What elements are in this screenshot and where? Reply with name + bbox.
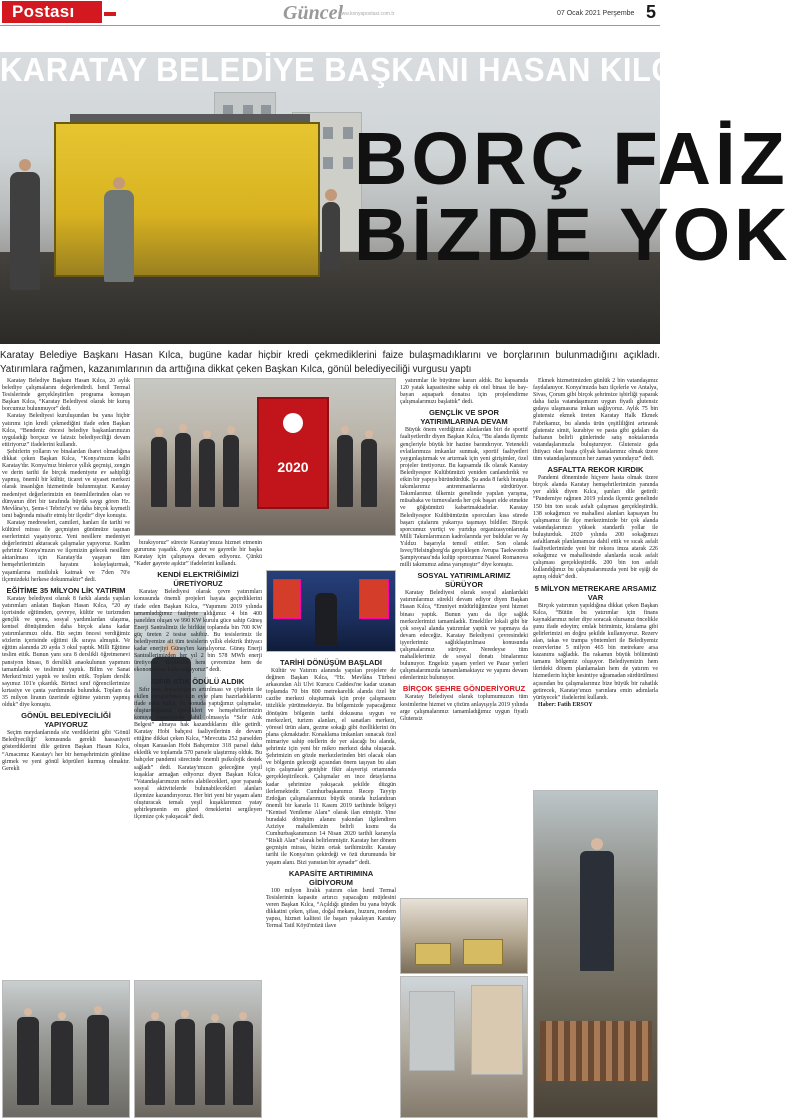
paragraph: bırakıyoruz” sürecte Karatay'ımıza hizmet etmenin gururunu yaşadık. Aynı gurur ve gayretle bir başka Karatay için çalışmaya devam ediyoruz. Çünkü “Kader gayrete aşıktır” ifadelerini kullandı.	[134, 540, 262, 568]
subheading-urban: TARİHİ DÖNÜŞÜM BAŞLADI	[280, 658, 382, 667]
paragraph: Karatay medreseleri, camileri, hanları ile tarihi ve kültürel mirası ile geçmişten günümüze taşınan eserlerimizi yaşatıyoruz. Yeni nesillere medeniyet değerlerimizi aktaracak çalışmalar yapıyoruz. Kadim şehrimiz Konya'mızın ve ilçemizin gelecek nesillere aktarılması için Karatay'da yaşayan tüm hemşehrilerimizin hayatını kolaylaştırmak, yaşamlarına mutluluk katmak ve 7'den 70'e ilçemizdeki herkese dokunmaktır” dedi.	[2, 519, 130, 583]
group-photo	[134, 378, 396, 536]
byline: Haber: Fatih ERSOY	[538, 701, 593, 708]
worker	[10, 172, 40, 290]
paragraph: Sıfır atık duyarlılığının artırılması ve çöplerin ile ekilen ayrıştırılması için eyle planı hazırladıklarını ifade eden Kılca, bu konuda yaptığımız çalışmalar, oluşturduğumuz işbirlikleri ve hemşehrilerimizin konuya hassasiyetle dahil olmasıyla “Sıfır Atık Belgesi” almaya hak kazandıklarını dile getirdi. Karatay Hobi bahçesi faaliyetlerinin de devam ettiğine dikkat çeken Kılca, “Mevcutta 252 parselden oluşan Karaaslan Hobi Bahçemize 318 parsel daha ekledik ve toplamda 570 parsele ulaştırmış olduk. Bu bahçeler pandemi sürecinde önemli psikolojik destek sağladı” dedi. Karatay'ımızın geleceğine yeşil kuşaklar armağan ediyoruz diyen Başkan Kılca, “Vatandaşlarımızın nefes alabilecekleri, spor yaparak sosyal aktivitelerde bulunabilecekleri alanları ilçemize kazandırıyoruz. Her biri yeni bir yaşam alanı oluşturacak temalı yeşil kuşaklarımızı yatay şehirleşmenin en güzel örneklerini sergileyen ilçemize çok yakışacak” dedi.	[134, 686, 262, 821]
bakery-photo	[533, 790, 658, 1118]
market-photo	[400, 898, 528, 974]
subheading-social: SOSYAL YATIRIMLARIMIZ SÜRÜYOR	[417, 571, 511, 590]
event-photo	[266, 570, 396, 652]
municipality-logo	[283, 413, 303, 433]
headline-line-1: BORÇ FAİZ	[354, 117, 789, 200]
person	[199, 439, 215, 507]
paragraph: Birçok yatırımın yapıldığına dikkat çeken Başkan Kılca, “Bütün bu yatırımlar için finans kaynaklarımız neler diye soracak olursanız öncelikle şunu ifade edeyim; emlak birimimiz, kiralama gibi gelirlerimizi en doğru şekilde kullanıyoruz. Rezerv alan, takas ve trampa yöntemleri ile Belediyemiz rezervlerine 5 milyon 465 bin metrekare arsa kazanımı sağladık. Bu rakamın büyük bölümünü tamamı bölgemiz oluşuyor. Belediyemizin hem ilerideki dönem planlamaları hem de yatırım ve hizmetlerin hiçbir kesintiye uğramadan sürdürülmesi açısından bu çalışmalarımız bize büyük bir rahatlık getirecek, Karatay'ımızı yarınlara emin adımlarla yürüyecek” ifadelerini kullandı.	[533, 602, 658, 701]
person	[175, 433, 191, 507]
paragraph: Karatay Belediye Başkanı Hasan Kılca, 20 aylık belediye çalışmalarını değerlendirdi. İsmil Termal Tesislerinde gerçekleştirilen programa konuşan Başkan Kılca, “Karatay Belediyesi olarak bir kuruş borcumuz bulunmuyor” dedi.	[2, 378, 130, 413]
newspaper-logo[interactable]: Postası	[2, 1, 102, 23]
main-headline: KARATAY BELEDİYE BAŞKANI HASAN KILCA	[0, 50, 698, 89]
issue-date: 07 Ocak 2021 Perşembe	[557, 10, 635, 17]
article-column-3	[266, 656, 396, 1118]
article-column-4	[400, 378, 528, 896]
paragraph: Seçim meydanlarında söz verdiklerini gibi ‘Gönül Belediyeciliği’ konusunda gerekli hassasiyeti gösterdiklerini dile getiren Başkan Hasan Kılca, “Amacımız Karatay'ı her bir hemşehrimizin gönlüne girmek ve yeni gönül köprüleri kurmuş olmaktır. Gerekli	[2, 730, 130, 772]
produce-crate	[415, 943, 451, 965]
page-number: 5	[646, 2, 657, 22]
person	[337, 435, 353, 507]
paragraph: Karatay Belediyesi olarak çevre yatırımları konusunda önemli projeleri hayata geçirdiklerini ifade eden Başkan Kılca, “Yapımını 2019 yılında tamamladığımız faaliyete aldığımız 4 bin 400 panelden oluşan ve 990 KW kurulu güce sahip Güneş Enerji Santralimiz ile birlikte toplamda bin 700 KW güç üreten 2 tesise sahibiz. Bu tesislerimiz ile belediyemize ait tüm tesislerin yıllık elektrik ihtiyacı kadar enerjiyi Güneş'ten karşılıyoruz. Güneş Enerji Santrallerimizden her yıl 2 bin 578 MWh enerji üretiyoruz. Böylelikle hem çevremize hem de ekonomimize katkı sağlıyoruz” dedi.	[134, 589, 262, 674]
worker	[104, 190, 134, 282]
building	[471, 985, 523, 1075]
paragraph: Kültür ve Yatırım alanında yapılan projelere de değinen Başkan Kılca, “Hz. Mevlâna Türbesi arkasından Ali Ulvi Kurucu Caddesi'ne kadar uzanan toplamda 70 bin 800 metrekarelik alanda özel bir cazibe merkezi oluşturmak için proje çalışmasını titizlikle yürütmekteyiz. Bu bölgemizde yapacağımız dönüşüm bölgenin tarihi dokusuna uygun ve merkezleri, turizm alanları, el sanatları merkezi, yöresel ürün alanı, gezme sokağı gibi özelliklerini ön plana çıkmaktadır. Konaklama imkanları sunacak özel mimariye sahip otellerin de yer alacağı bu alanda, şehrimiz için yeni bir mikro merkezi daha oluşacak. Şehrimizin en gözde merkezlerinden biri olacak olan ve bölgenin geleceği açısından önem taşıyan bu alan için çalışmalar genişbir fikir alışverişi ortamında gerçekleştirilecek. Çalışmalar en ince detaylarına kadar şehrimize yakışacak şekilde düzgün ilerlemektedir. Cumhurbaşkanımız Recep Tayyip Erdoğan çalışmalarımızı büyük oranda hızlandıran önemli bir kararla 11 Kasım 2019 tarihinde bölgeyi “Kentsel Yenileme Alanı” olarak ilan etmiştir. Yine buradaki dönüşüm alanını yakından ilgilendiren Aziziye mahallemizin belirli kısmı da Cumhurbaşkanımızın 14 Nisan 2020 tarihli kararıyla “Riskli Alan” olarak belirlenmiştir. Karatay her dönem geçmişin mirası, bizim ortak tarihimizdir. Karatay tarihi ile Konya'nın çekirdeği ve özü durumunda bir yaşam alanı. Bizi yansıtan bir aynadır” dedi.	[266, 668, 396, 866]
masthead	[0, 0, 660, 26]
subheading-youth: GENÇLİK VE SPOR YATIRIMLARINA DEVAM	[420, 408, 508, 427]
person	[361, 439, 377, 507]
person	[580, 851, 614, 971]
meeting-banner	[257, 397, 329, 509]
person	[223, 435, 239, 507]
paragraph: Karatay Belediyesi kuruluşundan bu yana hiçbir yatırımı için kredi çekmediğini ifade eden Başkan Kılca, “Bendeniz öncesi belediye başkanlarımızın uyguladığı borçsuz ve faizsiz belediyeciliği devam ettiriyoruz” ifadelerini kullandı.	[2, 413, 130, 448]
site-url[interactable]: www.konyapostasi.com.tr	[338, 11, 395, 17]
paragraph: 100 milyon liralık yatırım olan İsmil Termal Tesislerinin kapasite artırıcı yapacağını müjdesini veren Başkan Kılca, “Açıldığı günden bu yana büyük dikkatini çeken, şifası, doğal mekanı, huzuru, modern yapısı, hizmet kalitesi ile başarı yakalayan Karatay Termal Tatil Köyü'müzü ilave	[266, 887, 396, 930]
produce-crate	[463, 939, 503, 965]
section-title: Güncel	[283, 2, 343, 24]
article-column-1	[2, 378, 130, 1108]
asphalt-paver	[54, 122, 320, 277]
paragraph: Pandemi döneminde hiçyere hasta olmak üzere birçok alanda Karatay hemşehrilerimizin yanında yer aldık diyen Kılca, şunları dile getirdi: “Pandemiye rağmen 2019 yılında ilçemiz genelinde 150 bin ton sıcak asfalt çalışması gerçekleştirdik. 138 sokağımızı ve mahallesi alanları kapsayan bu çalışmamız ile ilçe merkezimizde bir çok alanda vatandaşlarımızı yüksek standartlı yollar ile buluşturduk. 2020 yılında 200 sokağımızı asfaltlamak planlamamıza dahil ettik ve sıcak asfalt faaliyetlerimizde yeni bir rekora imza atarak 226 sokağımız ve mahallesinde alanlarda sıcak asfalt çalışması gerçekleştirdik. 200 bin ton asfalt kullandığımız bu çalışmalarımızda yeni bir eşiği de aşmış olduk” dedi.	[533, 475, 658, 581]
podium	[315, 593, 337, 645]
paragraph: Karatay Belediyesi olarak toplumumuzun tüm kesimlerine hizmet ve çözüm anlayışıyla 2019 yılında arge çalışmalarımız tamamladığımız uygun fiyatlı Glutensiz	[400, 694, 528, 722]
subheading-heart: GÖNÜL BELEDİYECİLİĞİ YAPIYORUZ	[21, 711, 111, 730]
building	[409, 991, 455, 1071]
subheading-energy: KENDİ ELEKTRİĞİMİZİ ÜRETİYORUZ	[157, 570, 239, 589]
subheading-zero-waste: SIFIR ATIK ÖDÜLÜ ALDIK	[151, 676, 245, 686]
lead-paragraph: Karatay Belediye Başkanı Hasan Kılca, bugüne kadar hiçbir kredi çekmediklerini faize bulaşmadıklarını ve borçlarının bulunmadığını açıkladı. Yatırımlara rağmen, kazanımlarının da arttığına dikkat çeken Başkan Kılca, gönül belediyeciliği vurgusu yaptı	[0, 350, 660, 375]
paragraph: Karatay belediyesi olarak 8 farklı alanda yapılan yatırımları anlatan Başkan Hasan Kılca, “20 ay içerisinde eğitimden, çevreye, kültür ve turizmden gençlik ve spora, sosyal yardımlardan ulaşıma, kentsel dönüşümden daha birçok alana kadar yatırımlarımızı oldu. Biz seçim öncesi verdiğimiz sözlerin içerisinde eğitimi ilk sıraya almıştık. Ve eğitim alanında 20 ayda 3 okul yaptık. Milli Eğitime teslim ettik. Bunun yanı sıra 8 derslikli öğretmenevi pansiyon binası, 8 derslikli anaokulunun yapımını tamamladık ve teslimini yaptık. Bilim ve Sanat Merkezi'mizi yaptık ve teslim ettik. Toplam derslik sayımız 101'e çıkardık. Birinci sınıf öğrencilerimize kırtasiye ve çanta yardımında bulunduk. Toplam da 35 milyon liranın üzerinde eğitime yatırım yapmış olduk” diye konuştu.	[2, 595, 130, 709]
street-photo	[400, 976, 528, 1118]
bread-rack	[540, 1021, 652, 1081]
worker	[322, 202, 340, 270]
paragraph: Ekmek hizmetimizden günlük 2 bin vatandaşımız faydalanıyor. Konya'mızda bazı ilçelerle ve Antalya, Sivas, Çorum gibi birçok şehrimize işbirliği yaparak daha fazla vatandaşımızın uygun fiyatlı glutensiz gıdaya ulaşmasına imkan sağlıyoruz. Aylık 75 bin glutensiz ekmek üreten Karatay Halk Ekmek Fabrikamız, bu alanda ürün çeşitliliğini artırarak glutensiz simit, kurabiye ve pasta gibi gıdaları da haftanın belirli günlerinde satış noktalarında vatandaşlarımızla buluşturuyor. Glutensiz gıda ihtiyacı olan başta çölyak hastalarımız olmak üzere tüm vatandaşlarımızın her zaman yanındayız” dedi.	[533, 378, 658, 463]
article-column-2	[134, 540, 262, 1108]
person	[151, 437, 167, 507]
headline-line-2: BİZDE YOK	[354, 193, 792, 276]
subheading-cities: BİRÇOK ŞEHRE GÖNDERİYORUZ	[402, 684, 526, 694]
article-column-5	[533, 378, 658, 788]
paragraph: yatırımlar ile büyütme kararı aldık. Bu kapsamda 120 yatak kapasitesine sahip ek otel binası ile bay-bayan aquapark donatısı için projelendirme çalışmalarımızı başlattık” dedi.	[400, 378, 528, 406]
logo-accent	[104, 12, 116, 16]
paragraph: Şehirlerin yolların ve binalardan ibaret olmadığına dikkat çeken Başkan Kılca, “Konya'mızın kalbi Karatay'dır. Konya'mız binlerce yıllık geçmişi, zengin ve derin tarihi ile birçok medeniyete ev sahipliği yapmış, önemli bir kültür, ticaret ve siyaset merkezi olarak insanlığın hizmetinde bulunmuştur. Karatay medeniyet değerlerimizin en önemlilerinden olan ve dünyanın dört bir tarafında büyük saygı gören Hz. Mevlâna'yı, Şems-i Tebrizi'yi ve daha birçok kıymetli ismi bağrında misafir etmiş bir ilçedir” diye konuştu.	[2, 448, 130, 519]
banner-year: 2020	[277, 459, 309, 475]
subheading-capacity: KAPASİTE ARTIRIMINA GİDİYORUM	[288, 868, 374, 887]
stage-screen	[359, 579, 389, 619]
subheading-asphalt: ASFALTTA REKOR KIRDIK	[547, 465, 644, 475]
subheading-education: EĞİTİME 35 MİLYON LİK YATIRIM	[6, 585, 126, 595]
stage-screen	[273, 579, 301, 619]
subheading-land: 5 MİLYON METREKARE ARSAMIZ VAR	[534, 583, 657, 602]
paragraph: Karatay Belediyesi olarak sosyal alanlardaki yatırımlarımız sürekli devam ediyor diyen Başkan Hasan Kılca, “Emniyet müdürlüğümüze yeni hizmet binası yaptık. Bunun yanı da ilçe sağlık merkezlerimizi tamamladık. Emekliler lokali gibi bir çok sosyal alanda yatırımlar yaptık ve yapmaya da devam edeceğiz. Karatay Belediyesi çevresindeki işyerlerimiz sağlıklaştırılması konusunda çalışmalarımız sürüyor. Neredeyse tüm mahallelerimiz de sosyal donatı binalarımız bulunuyor. Engelsiz yaşam yerleri ve Pazar yerleri çalışmalarımızda tamamlamaktayız ve yapımı devam edenlerimiz bulunuyor.	[400, 590, 528, 682]
paragraph: Büyük önem verdiğimiz alanlardan biri de sportif faaliyetlerdir diyen Başkan Kılca, “Bu alanda ilçemiz gençleriyle büyük bir hazine barındırıyor. Yetenekli evlatlarımıza imkanlar sunmak, sportif faaliyetleri yaygınlaştırmak ve artırmak için yeni girişimler, özel projeler üretiyoruz. Bu kapsamda ilk olarak Karatay Belediyespor Kulübümüzü yeniden canlandırdık ve etkin bir yapıya büründürdük. Şu anda 8 farklı branşta takımlarımız antrenmanlarına sürdürüyor. Takımlarımız ülkemiz genelinde yapılan yarışma, müsabaka ve turnuvalarda her çok başarı elde etmekte ve göğsümüzü kabartmaktadırlar. Karatay Belediyespor Kulübümüzün sporcuları kısa sürede başarı çıtalarını yukarıya taşımayı bildiler. Birçok sporcumuz yurtiçi ve yurtdışı organizasyonlarında Milli Takımlarımızın kadrolarında yer buldular ve Ay Yıldızı başarıyla temsil ettiler. Son olarak Isveç/Helsingborg'da gerçekleşen Avrupa Taekwondo Şampiyonası'nda kulüp sporcumuz Nasrel Romanova milli takımımız adına yarışmıştır” diye konuştu.	[400, 427, 528, 569]
